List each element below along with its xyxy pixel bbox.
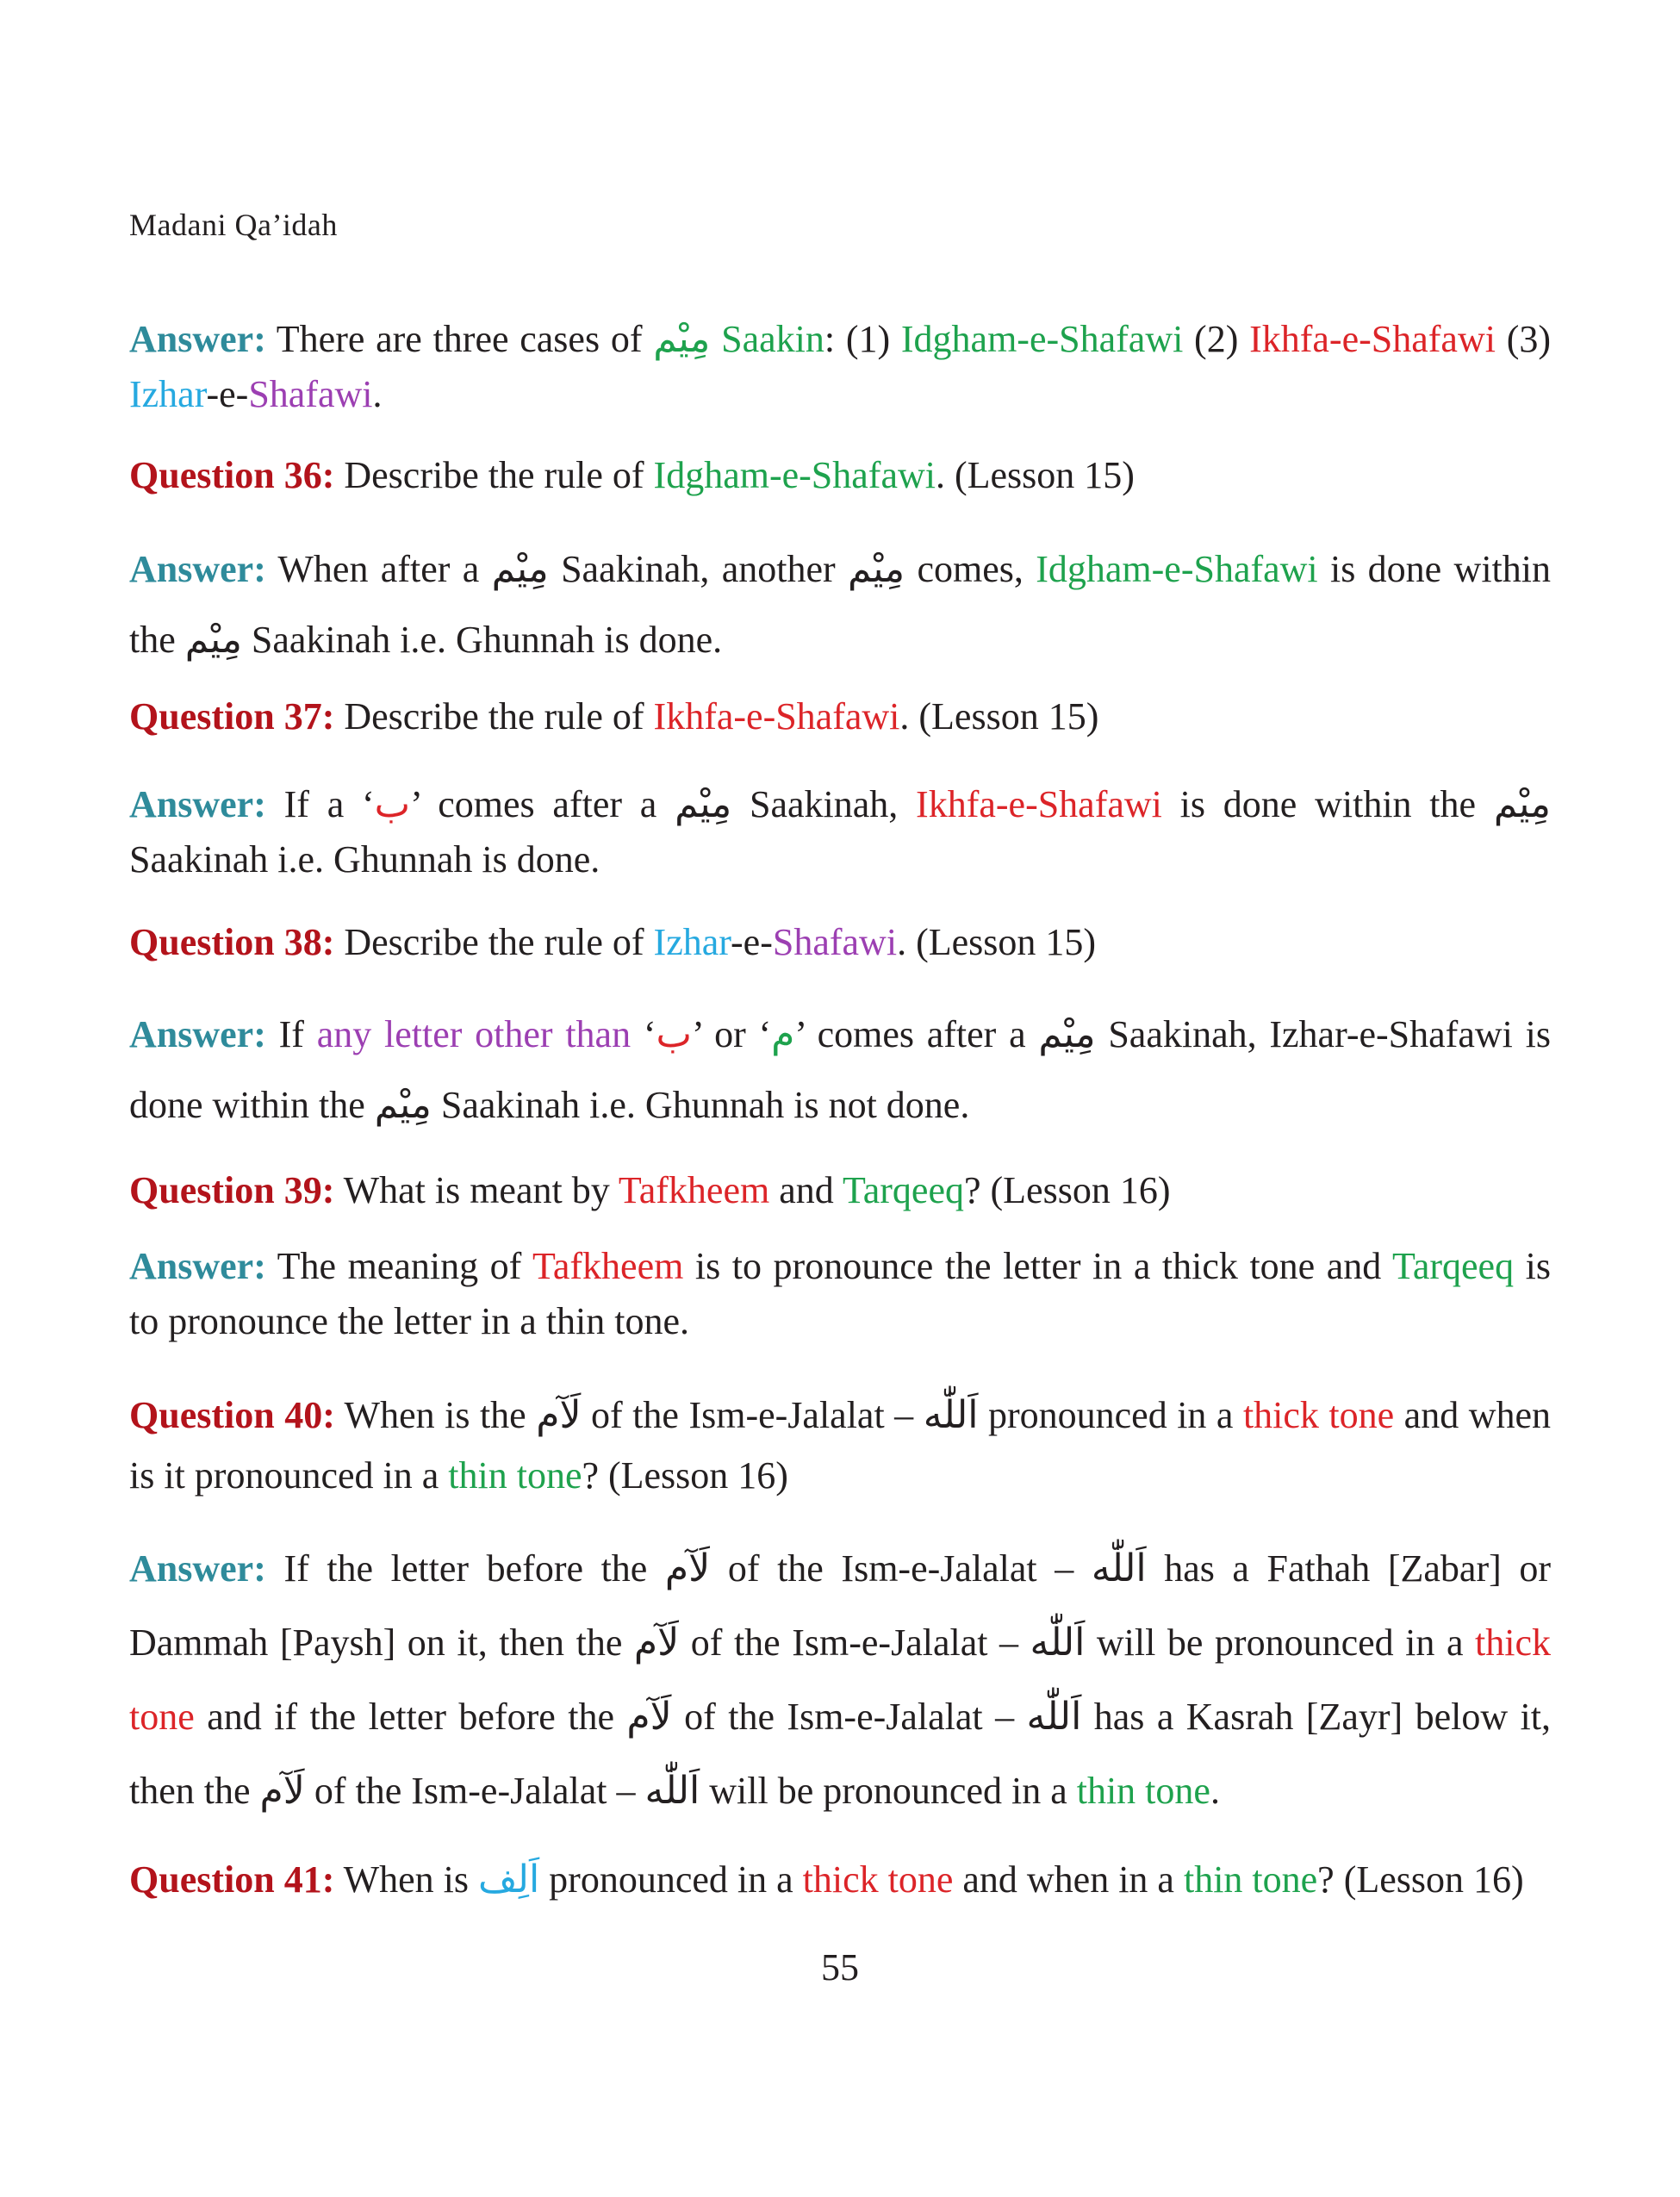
text-segment: Saakinah i.e. Ghunnah is not done. xyxy=(431,1084,970,1126)
text-segment xyxy=(710,318,721,360)
text-segment: There are three cases of xyxy=(265,318,654,360)
term-shafawi: Shafawi xyxy=(772,921,898,963)
text-segment: If a ‘ xyxy=(265,783,375,825)
text-segment: Describe the rule of xyxy=(334,454,654,496)
answer-label: Answer: xyxy=(129,1013,266,1055)
term-thin-tone: thin tone xyxy=(448,1454,582,1497)
laam-arabic: لَآم xyxy=(259,1769,305,1813)
page-number: 55 xyxy=(821,1946,859,1989)
term-idgham-e-shafawi: Idgham-e-Shafawi xyxy=(653,454,936,496)
allah-arabic: اَللّٰه xyxy=(1026,1695,1082,1739)
answer-label: Answer: xyxy=(129,783,266,825)
text-segment: . (Lesson 15) xyxy=(897,921,1097,963)
allah-arabic: اَللّٰه xyxy=(923,1393,979,1437)
term-tarqeeq: Tarqeeq xyxy=(1392,1245,1515,1287)
answer-39 xyxy=(129,1239,1551,1349)
text-segment: Saakinah, another xyxy=(548,548,848,590)
text-segment: comes, xyxy=(905,548,1036,590)
term-izhar: Izhar xyxy=(653,921,731,963)
text-segment: of the Ism-e-Jalalat – xyxy=(671,1696,1027,1738)
text-segment: Saakinah, Izhar-e-Shafawi is done within the xyxy=(129,1013,1551,1126)
question-label: Question 37: xyxy=(129,695,335,738)
text-segment: has a Kasrah [Zayr] below it, then the xyxy=(129,1696,1551,1812)
meem-arabic: مِیْم xyxy=(1493,782,1551,826)
text-segment: pronounced in a xyxy=(539,1858,803,1901)
text-segment: pronounced in a xyxy=(978,1394,1243,1436)
text-segment: If xyxy=(265,1013,317,1055)
answer-37 xyxy=(129,777,1551,887)
text-segment: is to pronounce the letter in a thin tone. xyxy=(129,1245,1551,1342)
question-label: Question 38: xyxy=(129,921,335,963)
text-segment: (3) xyxy=(1495,318,1551,360)
text-segment: Saakinah i.e. Ghunnah is done. xyxy=(241,619,723,661)
term-any-letter-other-than: any letter other than xyxy=(316,1013,632,1055)
term-idgham-e-shafawi: Idgham-e-Shafawi xyxy=(1036,548,1318,590)
text-segment: Saakinah i.e. Ghunnah is done. xyxy=(129,838,600,881)
term-thin-tone: thin tone xyxy=(1076,1770,1210,1812)
meem-arabic: مِیْم xyxy=(848,547,905,591)
text-segment: Describe the rule of xyxy=(334,921,654,963)
term-idgham-e-shafawi: Idgham-e-Shafawi xyxy=(900,318,1184,360)
meem-arabic: مِیْم xyxy=(1038,1012,1096,1056)
laam-arabic: لَآم xyxy=(626,1695,672,1739)
text-segment: is done within the xyxy=(1161,783,1494,825)
text-segment: of the Ism-e-Jalalat – xyxy=(581,1394,924,1436)
term-saakin: Saakin xyxy=(721,318,824,360)
term-tafkheem: Tafkheem xyxy=(532,1245,684,1287)
text-segment: and when in a xyxy=(953,1858,1184,1901)
text-segment: ’ comes after a xyxy=(794,1013,1039,1055)
answer-38 xyxy=(129,999,1551,1141)
meem-arabic: مِیْم xyxy=(653,317,711,361)
question-label: Question 41: xyxy=(129,1858,335,1901)
text-segment: When is xyxy=(334,1858,478,1901)
running-header: Madani Qa’idah xyxy=(129,208,338,242)
meem-arabic: مِیْم xyxy=(675,782,732,826)
meem-letter-arabic: م xyxy=(771,1012,795,1056)
answer-40 xyxy=(129,1532,1551,1828)
text-segment: is done within the xyxy=(129,548,1552,661)
allah-arabic: اَللّٰه xyxy=(644,1769,700,1813)
laam-arabic: لَآم xyxy=(664,1547,711,1590)
text-segment: What is meant by xyxy=(334,1169,619,1211)
text-segment: ’ comes after a xyxy=(410,783,675,825)
meem-arabic: مِیْم xyxy=(374,1083,432,1127)
text-segment: and xyxy=(769,1169,843,1211)
text-segment: If the letter before the xyxy=(265,1547,665,1590)
text-segment: When after a xyxy=(265,548,492,590)
question-label: Question 39: xyxy=(129,1169,335,1211)
term-ikhfa-e-shafawi: Ikhfa-e-Shafawi xyxy=(653,695,900,738)
answer-36 xyxy=(129,534,1551,675)
text-segment: The meaning of xyxy=(265,1245,533,1287)
text-segment: ? (Lesson 16) xyxy=(1317,1858,1524,1901)
text-segment: will be pronounced in a xyxy=(700,1770,1077,1812)
allah-arabic: اَللّٰه xyxy=(1091,1547,1147,1590)
term-thick-tone: thick tone xyxy=(1242,1394,1395,1436)
text-segment: . (Lesson 15) xyxy=(899,695,1099,738)
text-segment: ? (Lesson 16) xyxy=(582,1454,788,1497)
text-segment: ‘ xyxy=(631,1013,656,1055)
term-thick-tone: thick tone xyxy=(129,1621,1551,1738)
text-segment: (2) xyxy=(1183,318,1250,360)
term-tarqeeq: Tarqeeq xyxy=(842,1169,964,1211)
question-38 xyxy=(129,915,1551,970)
text-segment: : (1) xyxy=(824,318,901,360)
baa-letter-arabic: ب xyxy=(374,782,411,826)
text-segment: ? (Lesson 16) xyxy=(963,1169,1171,1211)
answer-label: Answer: xyxy=(129,318,266,360)
text-segment: -e- xyxy=(206,373,249,415)
term-thick-tone: thick tone xyxy=(802,1858,954,1901)
baa-letter-arabic: ب xyxy=(656,1012,692,1056)
text-segment: has a Fathah [Zabar] or Dammah [Paysh] on it, then the xyxy=(129,1547,1552,1664)
text-segment: is to pronounce the letter in a thick tone and xyxy=(683,1245,1393,1287)
text-segment: . xyxy=(372,373,383,415)
text-segment: . (Lesson 15) xyxy=(935,454,1135,496)
text-segment: ’ or ‘ xyxy=(691,1013,772,1055)
text-segment: When is the xyxy=(334,1394,537,1436)
term-ikhfa-e-shafawi: Ikhfa-e-Shafawi xyxy=(916,783,1162,825)
question-36 xyxy=(129,448,1551,503)
question-label: Question 40: xyxy=(129,1394,335,1436)
answer-label: Answer: xyxy=(129,1245,266,1287)
text-segment: and if the letter before the xyxy=(194,1696,627,1738)
question-37 xyxy=(129,689,1551,744)
text-segment: of the Ism-e-Jalalat – xyxy=(679,1621,1030,1664)
text-segment: of the Ism-e-Jalalat – xyxy=(304,1770,645,1812)
term-tafkheem: Tafkheem xyxy=(618,1169,770,1211)
term-thin-tone: thin tone xyxy=(1183,1858,1318,1901)
question-label: Question 36: xyxy=(129,454,335,496)
question-40 xyxy=(129,1385,1551,1506)
answer-label: Answer: xyxy=(129,1547,266,1590)
text-segment: and when is it pronounced in a xyxy=(129,1394,1552,1497)
laam-arabic: لَآم xyxy=(633,1621,680,1665)
text-segment: Describe the rule of xyxy=(334,695,654,738)
text-segment: Saakinah, xyxy=(731,783,917,825)
allah-arabic: اَللّٰه xyxy=(1030,1621,1086,1665)
text-segment: . xyxy=(1210,1770,1220,1812)
text-segment: of the Ism-e-Jalalat – xyxy=(710,1547,1092,1590)
laam-arabic: لَآم xyxy=(536,1393,582,1437)
term-izhar: Izhar xyxy=(129,373,207,415)
text-segment: -e- xyxy=(731,921,773,963)
answer-label: Answer: xyxy=(129,548,266,590)
text-segment: will be pronounced in a xyxy=(1085,1621,1476,1664)
question-41 xyxy=(129,1852,1551,1908)
term-shafawi: Shafawi xyxy=(248,373,373,415)
meem-arabic: مِیْم xyxy=(184,618,242,662)
term-ikhfa-e-shafawi: Ikhfa-e-Shafawi xyxy=(1249,318,1496,360)
question-39 xyxy=(129,1163,1551,1218)
meem-arabic: مِیْم xyxy=(491,547,549,591)
alif-arabic: اَلِف xyxy=(477,1858,540,1901)
answer-35 xyxy=(129,312,1551,422)
